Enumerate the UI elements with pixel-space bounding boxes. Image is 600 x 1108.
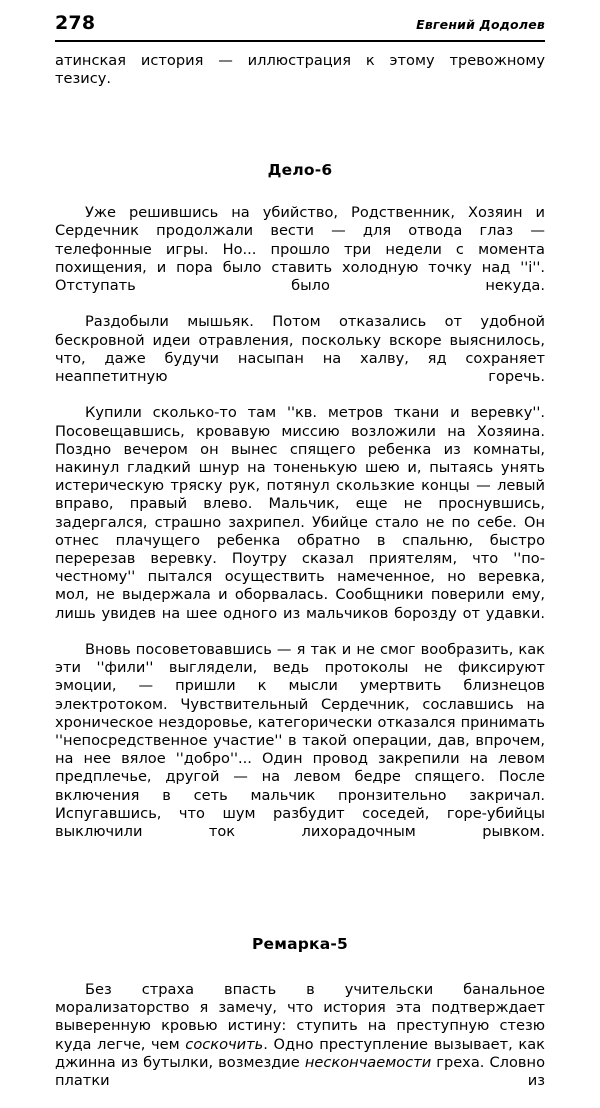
text-block xyxy=(55,52,545,1108)
text-run: Без страха впасть в учительски банальное морализаторство я замечу, что история эта подтверждает выверенную кровью истину: ступить на преступную стезю куда легче, чем xyxy=(55,980,545,1053)
paragraph-with-italics xyxy=(55,981,545,1108)
italic-emphasis: соскочить xyxy=(185,1035,264,1053)
italic-emphasis: нескончаемости xyxy=(304,1053,432,1071)
text-run: греха. Словно платки из xyxy=(55,1053,546,1089)
paragraph: Вновь посоветовавшись — я так и не смог вообразить, как эти ''фили'' выглядели, ведь протоколы не фиксируют эмоции, — пришли к мысли умертвить близнецов электротоком. Чувствительный Сердечник, сославшись на хроническое нездоровье, категорически отказался принимать ''непосредственное участие'' в такой операции, дав, впрочем, на нее вялое ''добро''... Один провод закрепили на левом предплечье, другой — на левом бедре спящего. После включения в сеть мальчик пронзительно закричал. Испугавшись, что шум разбудит соседей, горе-убийцы выключили ток лихорадочным рывком. xyxy=(55,640,545,841)
spacer xyxy=(55,107,545,163)
paragraph: Раздобыли мышьяк. Потом отказались от удобной бескровной идеи отравления, поскольку вскоре выяснилось, что, даже будучи насыпан на халву, яд сохраняет неаппетитную горечь. xyxy=(55,313,545,385)
header-rule xyxy=(55,40,545,42)
spacer xyxy=(55,859,545,937)
section-heading-delo: Дело-6 xyxy=(267,160,333,179)
paragraph: Уже решившись на убийство, Родственник, Хозяин и Сердечник продолжали вести — для отвода глаз — телефонные игры. Но... прошло три недели с момента похищения, и пора было ставить холодную точку над ''i''. Отступать было некуда. xyxy=(55,204,545,294)
spacer xyxy=(55,953,545,981)
spacer xyxy=(55,178,545,204)
text-run: . Одно преступление вызывает, как джинна из бутылки, возмездие xyxy=(55,1035,545,1071)
running-head xyxy=(55,14,545,33)
paragraph: Купили сколько-то там ''кв. метров ткани и веревку''. Посовещавшись, кровавую миссию возложили на Хозяина. Поздно вечером он вынес спящего ребенка из комнаты, накинул гладкий шнур на тоненькую шею и, пытаясь унять истерическую тряску рук, потянул скользкие концы — левый вправо, правый влево. Мальчик, еще не проснувшись, задергался, страшно захрипел. Убийце стало не по себе. Он отнес плачущего ребенка обратно в спальню, быстро перерезав веревку. Поутру сказал приятелям, что ''по-честному'' пытался осуществить намеченное, но веревка, мол, не выдержала и оборвалась. Сообщники поверили ему, лишь увидев на шее одного из мальчиков борозду от удавки. xyxy=(55,404,545,622)
author-name: Евгений Додолев xyxy=(416,17,545,32)
section-heading-remarka: Ремарка-5 xyxy=(251,935,349,954)
continued-paragraph: атинская история — иллюстрация к этому тревожному тезису. xyxy=(55,52,545,88)
page-number: 278 xyxy=(55,12,96,34)
